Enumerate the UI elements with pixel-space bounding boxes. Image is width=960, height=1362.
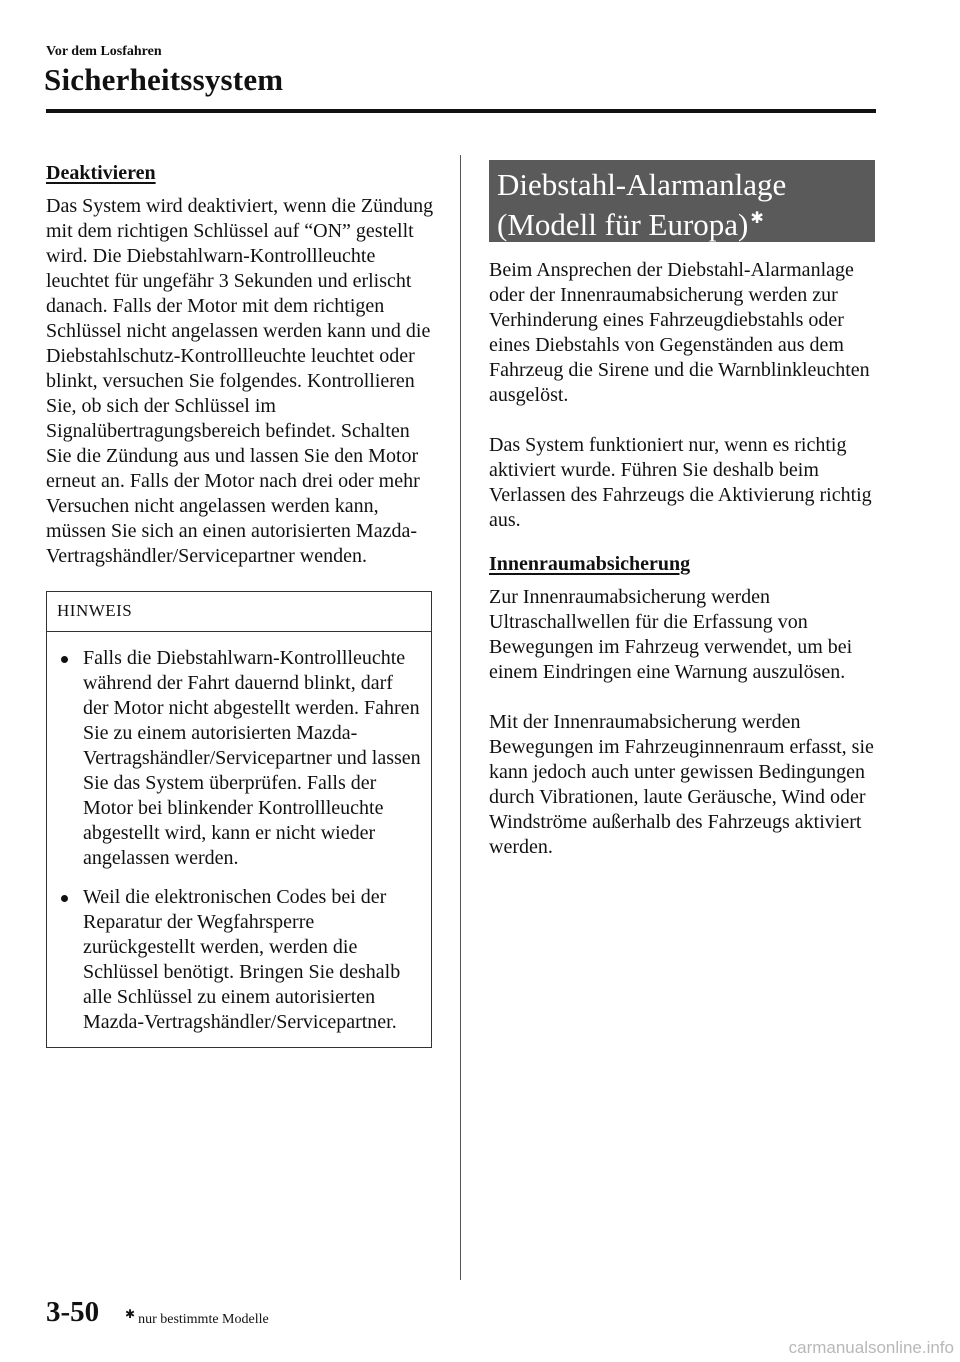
section-title: Diebstahl-Alarmanlage (Modell für Europa) [497,167,787,242]
section-heading-deaktivieren: Deaktivieren [46,162,156,184]
intro-paragraph: Beim Ansprechen der Diebstahl-Alarmanlage oder der Innenraumabsicherung werden zur Verhinderung eines Fahrzeugdiebstahls oder eines Diebstahls von Gegenständen aus dem Fahrzeug die Sirene und die Warnblinkleuchten ausgelöst. [489,259,870,406]
column-divider [460,155,461,1280]
footer-note-text: nur bestimmte Modelle [138,1312,269,1327]
left-column [46,160,434,1048]
note-label: HINWEIS [47,592,431,632]
star-icon: ✱ [750,210,764,227]
watermark: carmanualsonline.info [788,1338,954,1357]
footer-note [125,1307,269,1328]
breadcrumb: Vor dem Losfahren [46,44,162,59]
right-column [489,160,881,860]
deaktivieren-paragraph: Das System wird deaktiviert, wenn die Zündung mit dem richtigen Schlüssel auf “ON” gestellt wird. Die Diebstahlwarn-Kontrollleuchte leuchtet für ungefähr 3 Sekunden und erlischt danach. Falls der Motor mit dem richtigen Schlüssel nicht angelassen werden kann und die Diebstahlschutz-Kontrollleuchte leuchtet oder blinkt, versuchen Sie folgendes. Kontrollieren Sie, ob sich der Schlüssel im Signalübertragungsbereich befindet. Schalten Sie die Zündung aus und lassen Sie den Motor erneut an. Falls der Motor nach drei oder mehr Versuchen nicht angelassen werden kann, müssen Sie sich an einen autorisierten Mazda-Vertragshändler/Servicepartner wenden. [46,195,434,567]
note-box [46,591,432,1048]
page-title: Sicherheitssystem [44,62,284,97]
interior-paragraph: Zur Innenraumabsicherung werden Ultraschallwellen für die Erfassung von Bewegungen im Fahrzeug verwendet, um bei einem Eindringen eine Warnung auszulösen. [489,586,853,683]
note-item [57,885,421,1035]
note-list [47,632,431,1047]
footer-star-icon: ✱ [125,1307,136,1321]
note-item [57,646,421,871]
activation-paragraph: Das System funktioniert nur, wenn es richtig aktiviert wurde. Führen Sie deshalb beim Verlassen des Fahrzeugs die Aktivierung richtig aus. [489,434,872,531]
section-banner [489,160,875,242]
bullet-icon [61,656,68,663]
bullet-icon [61,895,68,902]
page-number: 3-50 [46,1296,100,1328]
header-rule [46,109,876,113]
note-item-text: Weil die elektronischen Codes bei der Reparatur der Wegfahrsperre zurückgestellt werden, werden die Schlüssel benötigt. Bringen Sie deshalb alle Schlüssel zu einem autorisierten Mazda-Vertragshändler/Servicepartner. [83,886,401,1033]
section-heading-innenraumabsicherung: Innenraumabsicherung [489,553,691,575]
interior-detail-paragraph: Mit der Innenraumabsicherung werden Bewegungen im Fahrzeuginnenraum erfasst, sie kann jedoch auch unter gewissen Bedingungen durch Vibrationen, laute Geräusche, Wind oder Windströme außerhalb des Fahrzeugs aktiviert werden. [489,711,874,858]
note-item-text: Falls die Diebstahlwarn-Kontrollleuchte während der Fahrt dauernd blinkt, darf der Motor nicht abgestellt werden. Fahren Sie zu einem autorisierten Mazda-Vertragshändler/Servicepartner und lassen Sie das System überprüfen. Falls der Motor bei blinkender Kontrollleuchte abgestellt wird, kann er nicht wieder angelassen werden. [83,647,421,869]
